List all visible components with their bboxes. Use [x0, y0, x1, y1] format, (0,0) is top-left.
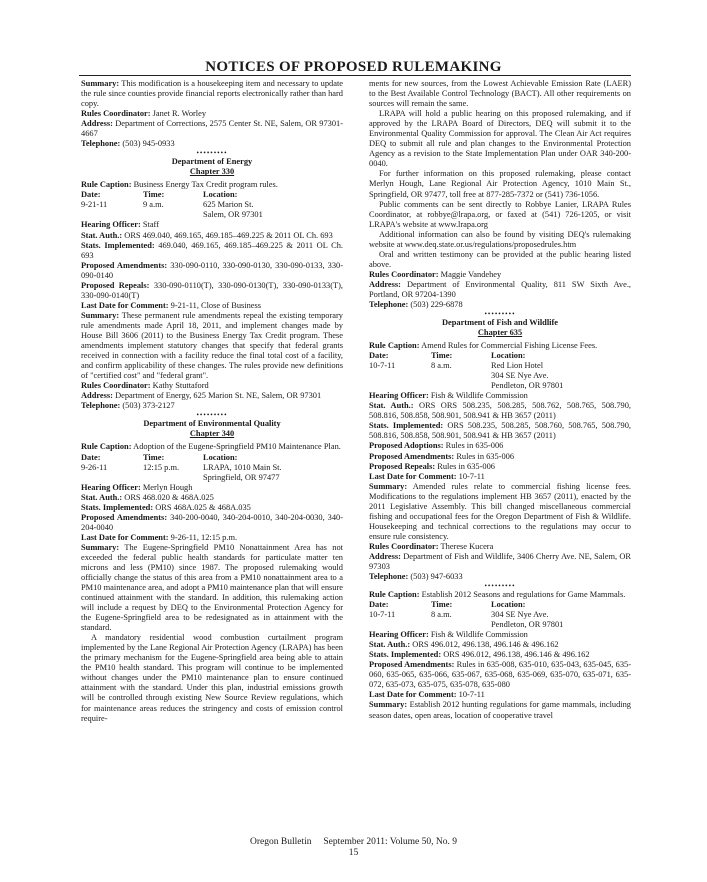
address: Address: Department of Energy, 625 Marion St. NE, Salem, OR 97301: [81, 391, 322, 401]
hearing-officer: Hearing Officer: Merlyn Hough: [81, 482, 193, 492]
last-date-comment: Last Date for Comment: 10-7-11: [369, 471, 485, 481]
rule-caption: Rule Caption: Amend Rules for Commercial Fishing License Fees.: [369, 341, 598, 351]
body-paragraph: Additional information can also be found by visiting DEQ's rulemaking website at www.deq.state.or.us/regulations/proposedrules.htm: [369, 229, 631, 249]
separator-stars: •••••••••: [196, 411, 228, 420]
body-paragraph: Public comments can be sent directly to Robbye Lanier, LRAPA Rules Coordinator, at robbye@lrapa.org, or faxed at (541) 726-1205, or visit LRAPA's website at www.lrapa.org: [369, 199, 631, 229]
rule-caption: Rule Caption: Adoption of the Eugene-Springfield PM10 Maintenance Plan.: [81, 442, 341, 452]
separator-stars: •••••••••: [196, 149, 228, 158]
rules-coordinator: Rules Coordinator: Janet R. Worley: [81, 109, 207, 119]
stats-implemented: Stats. Implemented: 469.040, 469.165, 469.185–469.225 & 2011 OL Ch. 693: [81, 240, 343, 260]
rules-coordinator: Rules Coordinator: Therese Kucera: [369, 541, 494, 551]
body-paragraph: ments for new sources, from the Lowest Achievable Emission Rate (LAER) to the Best Available Control Technology (BACT). All other requirements on sources will remain the same.: [369, 79, 631, 109]
telephone: Telephone: (503) 947-6033: [369, 572, 463, 582]
proposed-amendments: Proposed Amendments: 340-200-0040, 340-204-0010, 340-204-0030, 340-204-0040: [81, 512, 344, 532]
separator-stars: •••••••••: [484, 310, 516, 319]
address: Address: Department of Fish and Wildlife, 3406 Cherry Ave. NE, Salem, OR 97303: [369, 551, 632, 572]
rule-caption: Rule Caption: Establish 2012 Seasons and regulations for Game Mammals.: [369, 590, 626, 600]
proposed-adoptions: Proposed Adoptions: Rules in 635-006: [369, 441, 504, 451]
telephone: Telephone: (503) 229-6878: [369, 300, 463, 310]
body-paragraph: A mandatory residential wood combustion curtailment program implemented by the Lane Regional Air Protection Agency (LRAPA) has been the primary mechanism for the Eugene-Springfield area being able to attain the PM10 health standard. This program will continue to be implemented without changes under the PM10 maintenance plan to ensure continued attainment with the standard. Under this plan, industrial emissions growth will be controlled through existing New Source Review regulations, which for maintenance areas reduces the stringency and costs of emission control require-: [81, 633, 343, 723]
separator-stars: •••••••••: [484, 582, 516, 591]
summary-paragraph: Summary: Amended rules relate to commercial fishing license fees. Modifications to the regulations implement HB 3657 (2011), enacted by the 2011 Legislative Assembly. This bill changed miscellaneous commercial fishing and occupational fees for the Oregon Department of Fish & Wildlife. Housekeeping and technical corrections to the regulations may occur to ensure rule consistency.: [369, 481, 631, 541]
last-date-comment: Last Date for Comment: 10-7-11: [369, 690, 485, 700]
address: Address: Department of Environmental Quality, 811 SW Sixth Ave., Portland, OR 97204-1390: [369, 279, 632, 299]
stat-auth: Stat. Auth.: ORS 468.020 & 468A.025: [81, 492, 214, 502]
rules-coordinator: Rules Coordinator: Kathy Stuttaford: [81, 381, 209, 391]
summary-paragraph: Summary: These permanent rule amendments repeal the existing temporary rule amendments made April 18, 2011, and implement changes made by House Bill 3606 (2011) to the Business Energy Tax Credit program. These amendments implement statutory changes that specify that federal grants received in connection with a facility reduce the final total cost of a facility, and confirm applicability of these changes. The rules provide new definitions of "certified cost" and "federal grant".: [81, 310, 343, 381]
agency-heading-deq: Department of Environmental Quality: [143, 419, 281, 429]
stats-implemented: Stats. Implemented: ORS 496.012, 496.138, 496.146 & 496.162: [369, 650, 590, 660]
title-divider: [79, 75, 631, 76]
telephone: Telephone: (503) 945-0933: [81, 139, 175, 149]
chapter-heading-deq: Chapter 340: [189, 429, 235, 439]
rule-caption: Rule Caption: Business Energy Tax Credit program rules.: [81, 180, 278, 190]
summary-paragraph: Summary: This modification is a housekeeping item and necessary to update the rule since counties provide financial reports electronically rather than hard copy.: [81, 79, 343, 109]
chapter-heading-energy: Chapter 330: [189, 167, 235, 177]
hearing-table: Date: Time: Location: 9-26-11 12:15 p.m. LRAPA, 1010 Main St. Springfield, OR 97477: [81, 452, 282, 482]
chapter-heading-fish-wildlife: Chapter 635: [477, 328, 523, 338]
summary-paragraph: Summary: Establish 2012 hunting regulations for game mammals, including season dates, open areas, location of cooperative travel: [369, 700, 631, 720]
agency-heading-fish-wildlife: Department of Fish and Wildlife: [441, 318, 558, 328]
page-footer: [0, 837, 707, 859]
proposed-repeals: Proposed Repeals: 330-090-0110(T), 330-090-0130(T), 330-090-0133(T), 330-090-0140(T): [81, 280, 343, 300]
page-number: 15: [348, 848, 359, 858]
body-paragraph: Oral and written testimony can be provided at the public hearing listed above.: [369, 249, 631, 269]
telephone: Telephone: (503) 373-2127: [81, 401, 175, 411]
body-paragraph: For further information on this proposed rulemaking, please contact Merlyn Hough, Lane Regional Air Protection Agency, 1010 Main St., Springfield, OR 97477, toll free at 877-285-7372 or (541) 736-1056.: [369, 169, 631, 199]
hearing-table: Date: Time: Location: 10-7-11 8 a.m. Red Lion Hotel 304 SE Nye Ave. Pendleton, OR 97801: [369, 351, 564, 391]
summary-paragraph: Summary: The Eugene-Springfield PM10 Nonattainment Area has not exceeded the federal public health standards for particulate matter ten microns and less (PM10) since 1987. The proposed rulemaking would officially change the status of this area from a PM10 nonattainment area to a PM10 maintenance area, and adopt a PM10 maintenance plan that will ensure continued attainment with the standard. In addition, this rulemaking action will include a request by DEQ to the Environmental Protection Agency for the Eugene-Springfield area to be redesignated as in attainment with the standard.: [81, 542, 343, 633]
stat-auth: Stat. Auth.: ORS 469.040, 469.165, 469.185–469.225 & 2011 OL Ch. 693: [81, 230, 333, 240]
hearing-officer: Hearing Officer: Staff: [81, 220, 159, 230]
hearing-officer: Hearing Officer: Fish & Wildlife Commission: [369, 391, 528, 401]
proposed-repeals: Proposed Repeals: Rules in 635-006: [369, 461, 495, 471]
hearing-table: Date: Time: Location: 10-7-11 8 a.m. 304 SE Nye Ave. Pendleton, OR 97801: [369, 600, 564, 630]
last-date-comment: Last Date for Comment: 9-26-11, 12:15 p.m.: [81, 532, 238, 542]
last-date-comment: Last Date for Comment: 9-21-11, Close of Business: [81, 300, 262, 310]
proposed-amendments: Proposed Amendments: 330-090-0110, 330-090-0130, 330-090-0133, 330-090-0140: [81, 260, 344, 280]
left-column: [81, 79, 343, 724]
stat-auth: Stat. Auth.: ORS 496.012, 496.138, 496.146 & 496.162: [369, 640, 559, 650]
stats-implemented: Stats. Implemented: ORS 508.235, 508.285, 508.760, 508.765, 508.790, 508.816, 508.858, 508.901, 508.941 & HB 3657 (2011): [369, 421, 632, 441]
hearing-officer: Hearing Officer: Fish & Wildlife Commission: [369, 630, 528, 640]
footer-publication: Oregon Bulletin September 2011: Volume 50, No. 9: [250, 837, 457, 847]
proposed-amendments: Proposed Amendments: Rules in 635-008, 635-010, 635-043, 635-045, 635-060, 635-065, 635-066, 635-067, 635-068, 635-069, 635-070, 635-071, 635-072, 635-073, 635-075, 635-078, 635-080: [369, 660, 631, 690]
proposed-amendments: Proposed Amendments: Rules in 635-006: [369, 451, 515, 461]
page-title: NOTICES OF PROPOSED RULEMAKING: [205, 59, 502, 75]
agency-heading-energy: Department of Energy: [171, 157, 253, 167]
rules-coordinator: Rules Coordinator: Maggie Vandehey: [369, 269, 502, 279]
address: Address: Department of Corrections, 2575 Center St. NE, Salem, OR 97301-4667: [81, 119, 344, 139]
hearing-table: Date: Time: Location: 9-21-11 9 a.m. 625 Marion St. Salem, OR 97301: [81, 190, 263, 220]
stat-auth: Stat. Auth.: ORS ORS 508.235, 508.285, 508.762, 508.765, 508.790, 508.816, 508.858, 508.901, 508.941 & HB 3657 (2011): [369, 401, 631, 421]
stats-implemented: Stats. Implemented: ORS 468A.025 & 468A.035: [81, 502, 251, 512]
right-column: [369, 79, 631, 721]
body-paragraph: LRAPA will hold a public hearing on this proposed rulemaking, and if approved by the LRAPA Board of Directors, DEQ will submit it to the Environmental Quality Commission for approval. The Clean Air Act requires DEQ to submit all rule and plan changes to the Environmental Protection Agency as a revision to the State Implementation Plan under OAR 340-200-0040.: [369, 109, 631, 169]
